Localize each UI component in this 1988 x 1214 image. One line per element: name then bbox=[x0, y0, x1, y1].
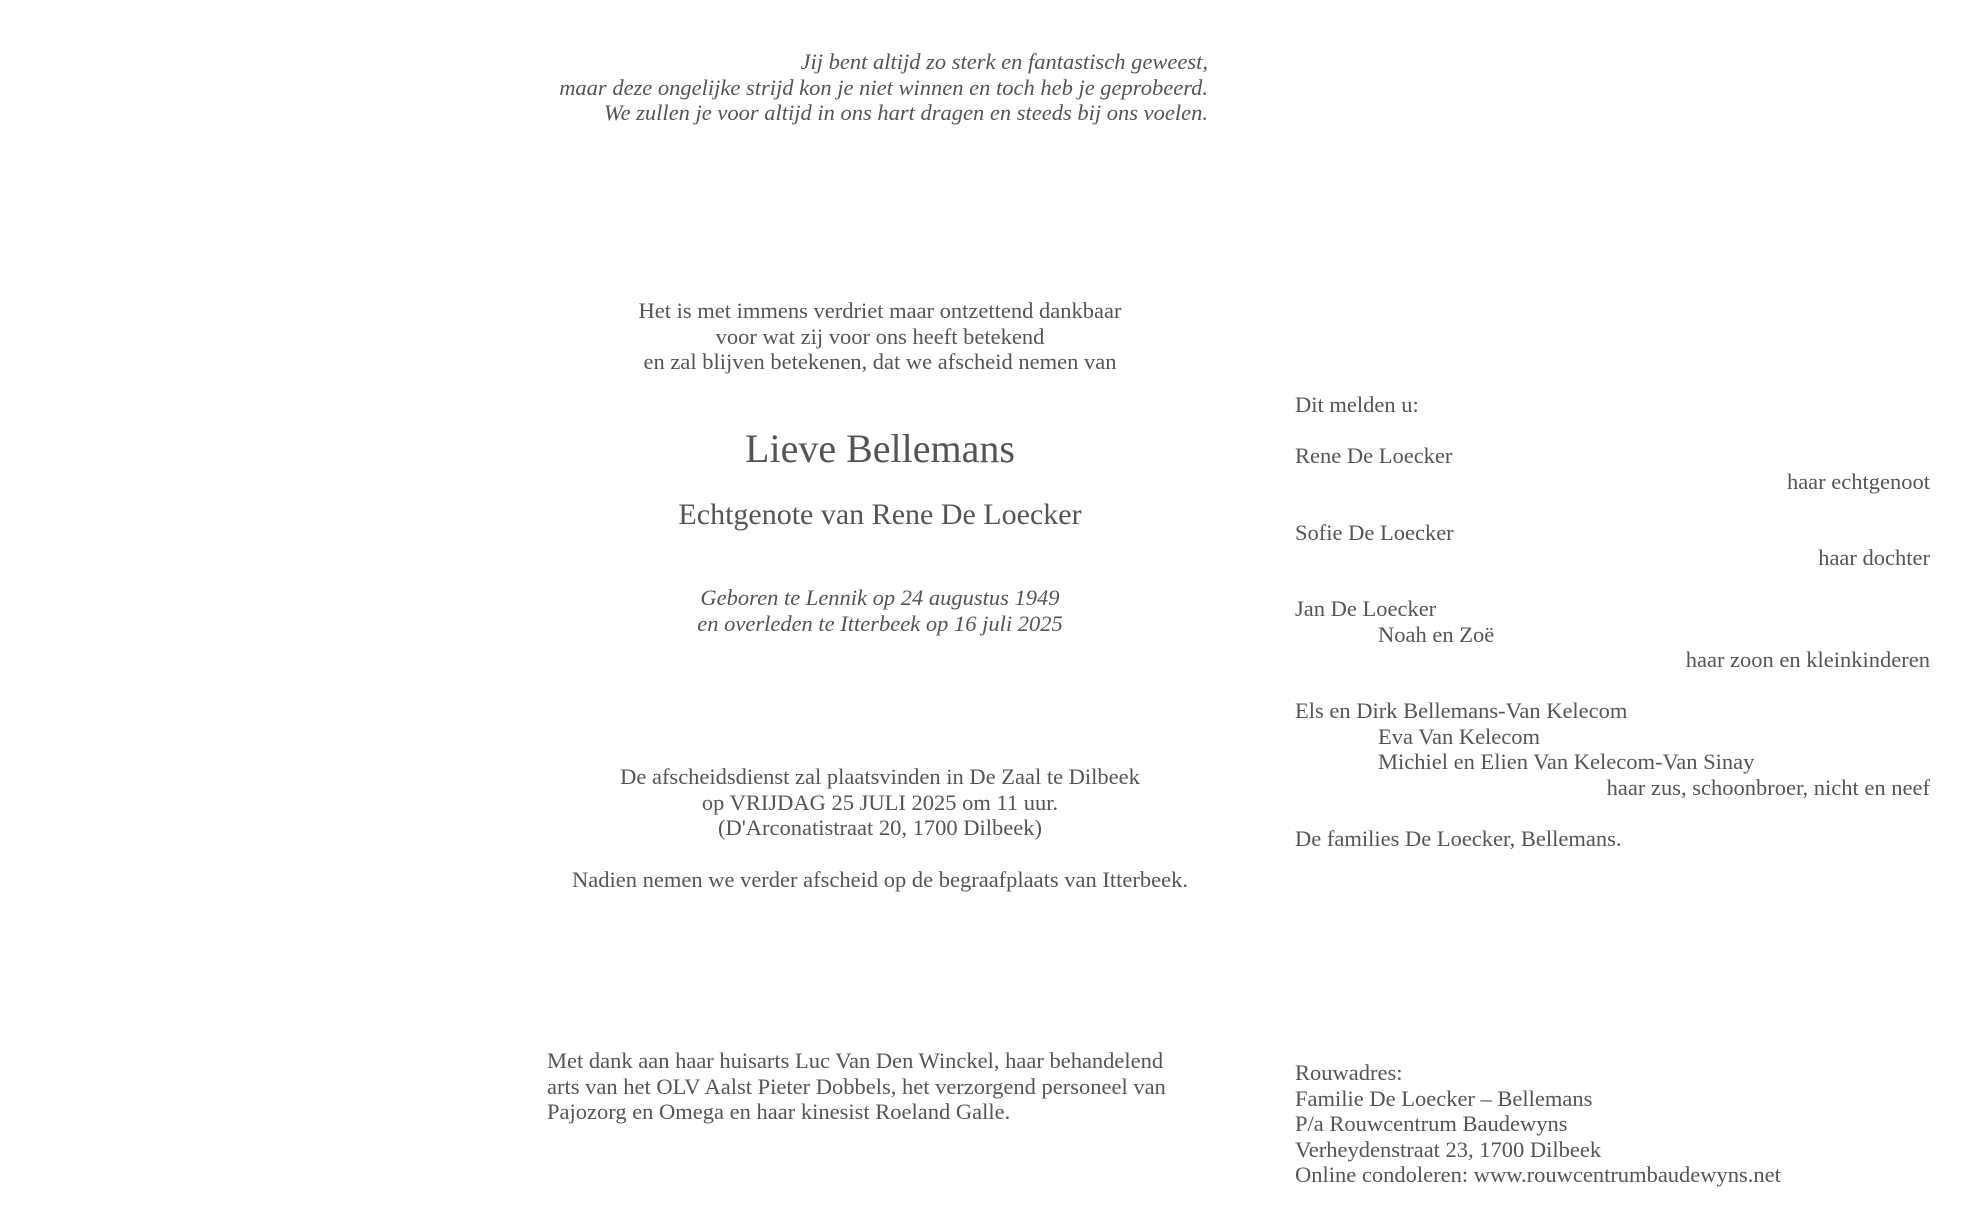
mourning-address bbox=[1295, 1060, 1930, 1188]
intro-line: voor wat zij voor ons heeft betekend bbox=[715, 323, 1045, 349]
family-member: Rene De Loecker bbox=[1295, 443, 1453, 468]
thanks-line: Met dank aan haar huisarts Luc Van Den Winckel, haar behandelend bbox=[547, 1048, 1164, 1073]
family-member-indented: Michiel en Elien Van Kelecom-Van Sinay bbox=[1378, 749, 1755, 774]
thanks-line: arts van het OLV Aalst Pieter Dobbels, het verzorgend personeel van bbox=[547, 1073, 1166, 1099]
death-line: en overleden te Itterbeek op 16 juli 2025 bbox=[697, 610, 1063, 636]
family-group bbox=[1295, 443, 1930, 494]
address-line: Verheydenstraat 23, 1700 Dilbeek bbox=[1295, 1136, 1602, 1162]
address-line: Familie De Loecker – Bellemans bbox=[1295, 1085, 1593, 1111]
family-relation: haar echtgenoot bbox=[1786, 468, 1930, 494]
family-member: Sofie De Loecker bbox=[1295, 519, 1454, 545]
family-group bbox=[1295, 698, 1930, 800]
burial-info: Nadien nemen we verder afscheid op de begraafplaats van Itterbeek. bbox=[572, 867, 1188, 892]
family-member: Jan De Loecker bbox=[1295, 596, 1437, 621]
poem-line: Jij bent altijd zo sterk en fantastisch geweest, bbox=[800, 49, 1208, 74]
poem-line: maar deze ongelijke strijd kon je niet winnen en toch heb je geprobeerd. bbox=[559, 74, 1208, 100]
family-relation: haar zus, schoonbroer, nicht en neef bbox=[1606, 774, 1930, 800]
thanks-line: Pajozorg en Omega en haar kinesist Roeland Galle. bbox=[547, 1099, 1011, 1124]
family-relation: haar zoon en kleinkinderen bbox=[1685, 647, 1930, 672]
family-group bbox=[1295, 596, 1930, 673]
family-group bbox=[1295, 520, 1930, 571]
service-date-line: op VRIJDAG 25 JULI 2025 om 11 uur. bbox=[701, 789, 1059, 815]
condolence-link[interactable]: Online condoleren: www.rouwcentrumbaudewyns.net bbox=[1295, 1162, 1781, 1187]
address-line: P/a Rouwcentrum Baudewyns bbox=[1295, 1111, 1568, 1136]
family-relation: haar dochter bbox=[1818, 545, 1930, 570]
deceased-name: Lieve Bellemans bbox=[745, 426, 1015, 471]
family-member-indented: Noah en Zoë bbox=[1378, 621, 1495, 647]
announcement-intro bbox=[440, 298, 1320, 375]
family-intro: Dit melden u: bbox=[1295, 392, 1419, 417]
family-member-indented: Eva Van Kelecom bbox=[1378, 723, 1541, 749]
family-list bbox=[1295, 392, 1930, 851]
family-member: Els en Dirk Bellemans-Van Kelecom bbox=[1295, 698, 1628, 723]
service-address-line: (D'Arconatistraat 20, 1700 Dilbeek) bbox=[718, 815, 1042, 840]
spouse-line: Echtgenote van Rene De Loecker bbox=[678, 498, 1082, 531]
poem-line: We zullen je voor altijd in ons hart dragen en steeds bij ons voelen. bbox=[603, 100, 1208, 125]
intro-line: Het is met immens verdriet maar ontzettend dankbaar bbox=[638, 298, 1122, 323]
farewell-service-info bbox=[440, 764, 1320, 841]
acknowledgements bbox=[547, 1048, 1227, 1125]
family-closing: De families De Loecker, Bellemans. bbox=[1295, 825, 1622, 851]
intro-line: en zal blijven betekenen, dat we afscheid nemen van bbox=[643, 349, 1117, 374]
birth-line: Geboren te Lennik op 24 augustus 1949 bbox=[700, 585, 1060, 610]
birth-death-dates bbox=[440, 585, 1320, 636]
service-line: De afscheidsdienst zal plaatsvinden in De Zaal te Dilbeek bbox=[620, 764, 1140, 789]
opening-poem bbox=[440, 49, 1208, 126]
address-heading: Rouwadres: bbox=[1295, 1060, 1403, 1085]
